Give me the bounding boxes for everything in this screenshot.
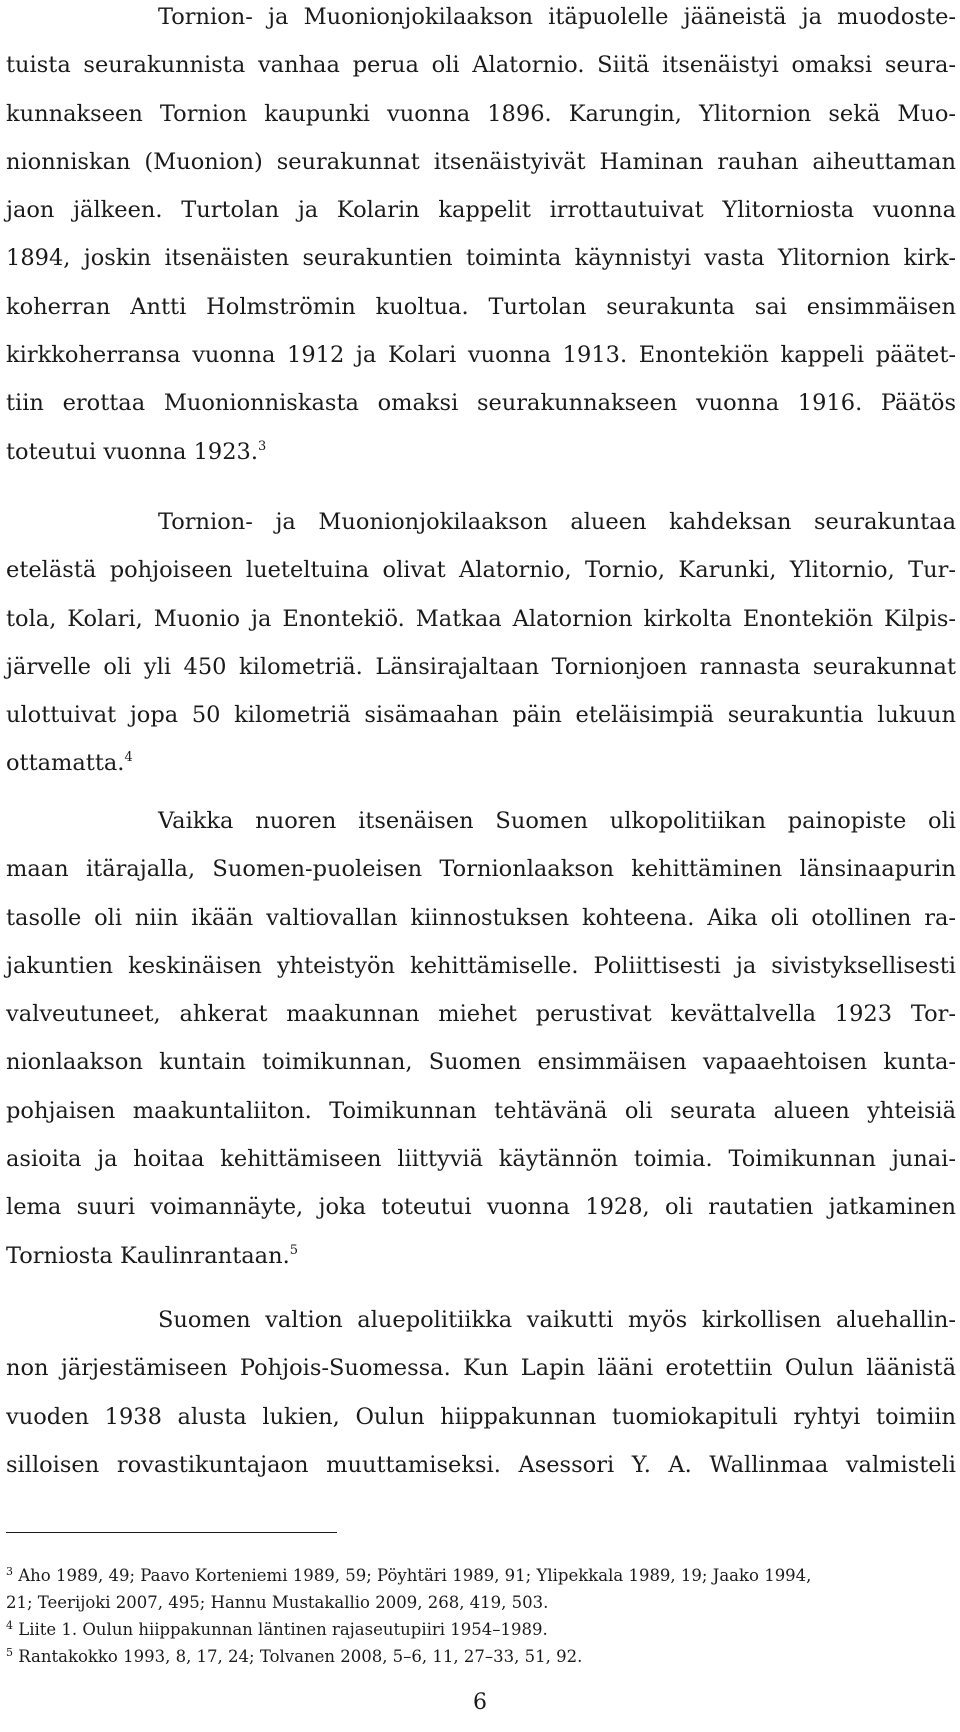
- text-line: Vaikka nuoren itsenäisen Suomen ulkopolitiikan painopiste oli: [158, 808, 956, 834]
- text-fragment: ottamatta.: [6, 750, 125, 777]
- text-line: maan itärajalla, Suomen-puoleisen Tornionlaakson kehittäminen länsinaapurin: [6, 856, 956, 883]
- paragraph-1: [6, 0, 956, 476]
- footnote-3: [6, 1562, 956, 1589]
- footnote-reference[interactable]: 4: [124, 750, 133, 766]
- text-line: tuista seurakunnista vanhaa perua oli Alatornio. Siitä itsenäistyi omaksi seura-: [6, 52, 956, 79]
- text-line: kunnakseen Tornion kaupunki vuonna 1896. Karungin, Ylitornion sekä Muo-: [6, 100, 956, 127]
- footnote-text: 21; Teerijoki 2007, 495; Hannu Mustakallio 2009, 268, 419, 503.: [6, 1593, 549, 1612]
- text-line: pohjaisen maakuntaliiton. Toimikunnan tehtävänä oli seurata alueen yhteisiä: [6, 1097, 956, 1124]
- footnote-3-continued: [6, 1589, 956, 1616]
- footnote-5: [6, 1643, 956, 1670]
- text-line: etelästä pohjoiseen lueteltuina olivat Alatornio, Tornio, Karunki, Ylitornio, Tur-: [6, 557, 956, 584]
- paragraph-3: [6, 797, 956, 1280]
- footnote-mark: 3: [6, 1565, 13, 1578]
- paragraph-4: [6, 1296, 956, 1489]
- footnote-4: [6, 1616, 956, 1643]
- text-line: asioita ja hoitaa kehittämiseen liittyviä käytännön toimia. Toimikunnan junai-: [6, 1146, 956, 1173]
- text-line: silloisen rovastikuntajaon muuttamiseksi. Asessori Y. A. Wallinmaa valmisteli: [6, 1451, 956, 1478]
- text-line: nionniskan (Muonion) seurakunnat itsenäistyivät Haminan rauhan aiheuttaman: [6, 148, 956, 175]
- text-line: valveutuneet, ahkerat maakunnan miehet perustivat kevättalvella 1923 Tor-: [6, 1001, 956, 1028]
- footnote-separator: [6, 1532, 337, 1533]
- text-line: järvelle oli yli 450 kilometriä. Länsirajaltaan Tornionjoen rannasta seurakunnat: [6, 653, 956, 680]
- text-line: Suomen valtion aluepolitiikka vaikutti myös kirkollisen aluehallin-: [158, 1307, 956, 1333]
- text-line: tasolle oli niin ikään valtiovallan kiinnostuksen kohteena. Aika oli otollinen ra-: [6, 904, 956, 931]
- page-number: 6: [473, 1690, 487, 1715]
- footnotes: [6, 1562, 956, 1670]
- text-line-last: [6, 739, 956, 787]
- text-line: lema suuri voimannäyte, joka toteutui vuonna 1928, oli rautatien jatkaminen: [6, 1194, 956, 1221]
- footnote-text: Rantakokko 1993, 8, 17, 24; Tolvanen 2008, 5–6, 11, 27–33, 51, 92.: [18, 1647, 583, 1666]
- footnote-mark: 5: [6, 1646, 13, 1659]
- text-line: nionlaakson kuntain toimikunnan, Suomen ensimmäisen vapaaehtoisen kunta-: [6, 1049, 956, 1076]
- footnote-reference[interactable]: 3: [258, 438, 267, 454]
- text-fragment: toteutui vuonna 1923.: [6, 438, 259, 465]
- footnote-text: Aho 1989, 49; Paavo Korteniemi 1989, 59; Pöyhtäri 1989, 91; Ylipekkala 1989, 19; Jaako 1994,: [18, 1566, 812, 1585]
- text-line: non järjestämiseen Pohjois-Suomessa. Kun Lapin lääni erotettiin Oulun läänistä: [6, 1355, 956, 1382]
- text-line: 1894, joskin itsenäisten seurakuntien toiminta käynnistyi vasta Ylitornion kirk-: [6, 245, 956, 272]
- text-line-last: [6, 1232, 956, 1280]
- text-line: koherran Antti Holmströmin kuoltua. Turtolan seurakunta sai ensimmäisen: [6, 293, 956, 320]
- text-line: jakuntien keskinäisen yhteistyön kehittämiselle. Poliittisesti ja sivistyksellisesti: [6, 952, 956, 979]
- text-line: vuoden 1938 alusta lukien, Oulun hiippakunnan tuomiokapituli ryhtyi toimiin: [6, 1403, 956, 1430]
- text-fragment: Torniosta Kaulinrantaan.: [6, 1242, 290, 1269]
- footnote-reference[interactable]: 5: [289, 1242, 299, 1258]
- text-line: kirkkoherransa vuonna 1912 ja Kolari vuonna 1913. Enontekiön kappeli päätet-: [6, 342, 956, 369]
- paragraph-2: [6, 498, 956, 788]
- text-line: ulottuivat jopa 50 kilometriä sisämaahan päin eteläisimpiä seurakuntia lukuun: [6, 702, 956, 729]
- text-line: tola, Kolari, Muonio ja Enontekiö. Matkaa Alatornion kirkolta Enontekiön Kilpis-: [6, 605, 956, 632]
- footnote-text: Liite 1. Oulun hiippakunnan läntinen rajaseutupiiri 1954–1989.: [18, 1620, 548, 1639]
- text-line: Tornion- ja Muonionjokilaakson itäpuolelle jääneistä ja muodoste-: [158, 4, 956, 30]
- text-line: tiin erottaa Muonionniskasta omaksi seurakunnakseen vuonna 1916. Päätös: [6, 390, 956, 417]
- text-line: jaon jälkeen. Turtolan ja Kolarin kappelit irrottautuivat Ylitorniosta vuonna: [6, 197, 956, 224]
- text-line: Tornion- ja Muonionjokilaakson alueen kahdeksan seurakuntaa: [158, 509, 956, 535]
- footnote-mark: 4: [6, 1619, 13, 1632]
- text-line-last: [6, 428, 956, 476]
